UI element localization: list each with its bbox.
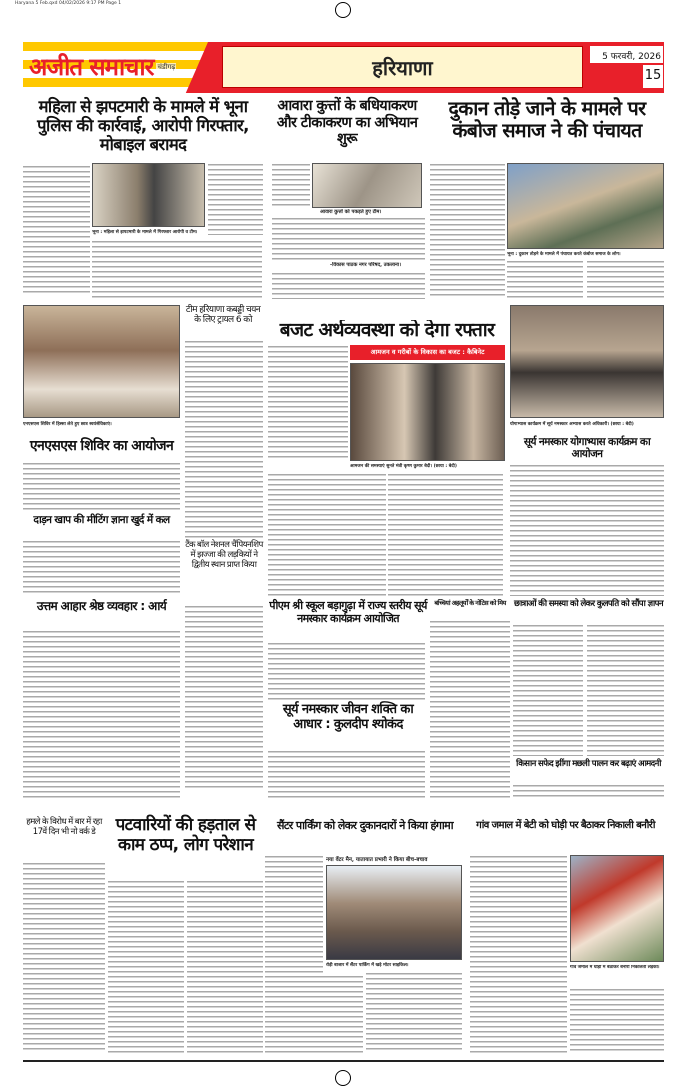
- body-text: [587, 624, 664, 756]
- body-text: [265, 975, 363, 1053]
- headline: सैंटर पार्किंग को लेकर दुकानदारों ने किया हंगामा: [277, 819, 453, 832]
- byline: -विकास पाठक नगर परिषद, उकलाना।: [330, 262, 401, 268]
- body-text: [388, 473, 503, 598]
- photo-caption: भूना : दुकान तोड़ने के मामले में पंचायत करते कंबोज समाज के लोग।: [507, 252, 621, 257]
- body-text: [430, 620, 510, 798]
- section-title: हरियाणा: [372, 56, 433, 80]
- photo: [510, 305, 664, 418]
- headline: दुकान तोड़े जाने के मामले पर कंबोज समाज ने की पंचायत: [448, 97, 646, 143]
- body-text: [23, 165, 90, 295]
- headline: टैंक बॉल नेशनल चैंपियनशिप में झज्जा की लड़कियों ने द्वितीय स्थान प्राप्त किया: [185, 540, 263, 570]
- body-text: [208, 163, 263, 235]
- headline: सूर्य नमस्कार जीवन शक्ति का आधार : कुलदीप श्योकंद: [282, 702, 414, 732]
- body-text: [510, 464, 664, 596]
- masthead-logo: अजीत समाचार: [29, 53, 154, 81]
- page-number: 15: [643, 65, 663, 88]
- budget-photo-block: [350, 345, 505, 469]
- body-text: [265, 855, 323, 975]
- body-text: [185, 340, 263, 538]
- headline: सूर्य नमस्कार योगाभ्यास कार्यक्रम का आयोजन: [523, 436, 651, 461]
- headline: हमले के विरोध में बार में रहा 17वें दिन भी नो वर्क डे: [26, 817, 102, 837]
- budget-story: [268, 320, 506, 598]
- headline: उत्तम आहार श्रेष्ठ व्यवहार : आर्य: [36, 599, 167, 613]
- body-text: [92, 240, 262, 298]
- photo: [570, 855, 664, 962]
- body-text: [513, 784, 664, 800]
- body-text: [268, 345, 348, 461]
- body-text: [23, 540, 180, 596]
- body-text: [587, 260, 664, 299]
- body-text: [513, 624, 583, 756]
- body-text: [470, 855, 567, 1053]
- body-text: [272, 217, 425, 260]
- photo-caption: रोड़ी बाजार में सैंटर पार्किंग में खड़े मोटर साइकिल।: [326, 963, 409, 968]
- body-text: [23, 462, 180, 512]
- headline: पीएम श्री स्कूल बड़ागुढ़ा में राज्य स्तरीय सूर्य नमस्कार कार्यक्रम आयोजित: [269, 599, 427, 625]
- headline: एनएसएस शिविर का आयोजन: [29, 438, 174, 454]
- budget-story-columns: [268, 473, 506, 598]
- photo-caption: एनएसएस शिविर में हिस्सा लेते हुए छात्र स्वयंसेविकाएं।: [23, 422, 112, 427]
- subhead: नया वेंटर मैन, यातायात प्रभारी ने किया बीच-बचाव: [326, 857, 428, 863]
- body-text: [430, 163, 505, 299]
- body-text: [272, 163, 310, 208]
- body-text: [268, 473, 386, 598]
- photo: [350, 363, 505, 461]
- photo-caption: आवारा कुत्तों को पकड़ते हुए टीम।: [320, 209, 382, 215]
- headline: महिला से झपटमारी के मामले में भूना पुलिस की कार्रवाई, आरोपी गिरफ्तार, मोबाइल बरामद: [37, 97, 249, 154]
- body-text: [23, 862, 105, 1053]
- budget-story-body: [268, 345, 506, 469]
- red-banner: आमजन व गरीबों के विकास का बजट : कैबिनेट: [350, 345, 505, 360]
- photo-caption: गांव जमाल में घोड़ी में बैठाकर बनौरी निकालती लड़की।: [570, 965, 660, 970]
- masthead-logo-group: [29, 52, 176, 82]
- body-text: [507, 260, 583, 299]
- body-text: [570, 988, 664, 1053]
- headline: गांव जमाल में बेटी को घोड़ी पर बैठाकर निकाली बनौरी: [476, 820, 655, 831]
- body-text: [268, 750, 425, 798]
- headline: आवारा कुत्तों के बधियाकरण और टीकाकरण का अभियान शुरू: [276, 98, 418, 148]
- photo-caption: योगाभ्यास कार्यक्रम में सूर्य नमस्कार अभ्यास करते अधिकारी। (छाया : बेदी): [510, 422, 634, 427]
- body-text: [23, 630, 180, 798]
- body-text: [108, 880, 184, 1053]
- body-text: [272, 272, 425, 299]
- body-text: [185, 605, 263, 788]
- photo: [312, 163, 422, 208]
- headline: टीम हरियाणा कबड्डी चयन के लिए ट्रायल 6 को: [185, 305, 261, 326]
- photo: [326, 865, 462, 960]
- masthead: [23, 42, 664, 93]
- body-text: [268, 642, 425, 700]
- photo: [23, 305, 180, 418]
- masthead-city: चंडीगढ़: [157, 62, 176, 71]
- headline: पटवारियों की हड़ताल से काम ठप्प, लोग परेशान: [115, 815, 256, 855]
- print-slug: Haryana 5 Feb.qxd 04/02/2026 9:17 PM Page 1: [15, 1, 122, 6]
- photo: [507, 163, 664, 249]
- headline: दाड़न खाप की मीटिंग ज्ञाना खुर्द में कल: [33, 514, 170, 526]
- date: 5 फरवरी, 2026: [590, 46, 663, 63]
- photo-caption: भूना : महिला से झपटमारी के मामले में गिरफ्तार आरोपी व टीम।: [92, 230, 198, 235]
- registration-mark: [335, 2, 351, 18]
- headline: किसान सफेद झींगा मछली पालन कर बढ़ाएं आमदनी: [516, 759, 661, 769]
- headline: बच्चियां अहलूर्यों के नोटिस को मिय: [434, 599, 506, 607]
- photo: [92, 163, 205, 227]
- footer-rule: [23, 1060, 664, 1062]
- body-text: [366, 972, 462, 1053]
- headline: छात्राओं की समस्या को लेकर कुलपति को सौंपा ज्ञापन: [514, 599, 663, 609]
- photo-caption: आमजन की समस्याएं सुनते मंत्री कृष्ण कुमार बेदी। (छाया : बेदी): [350, 463, 457, 469]
- body-text: [187, 880, 263, 1053]
- headline: बजट अर्थव्यवस्था को देगा रफ्तार: [279, 320, 495, 341]
- registration-mark: [335, 1070, 351, 1086]
